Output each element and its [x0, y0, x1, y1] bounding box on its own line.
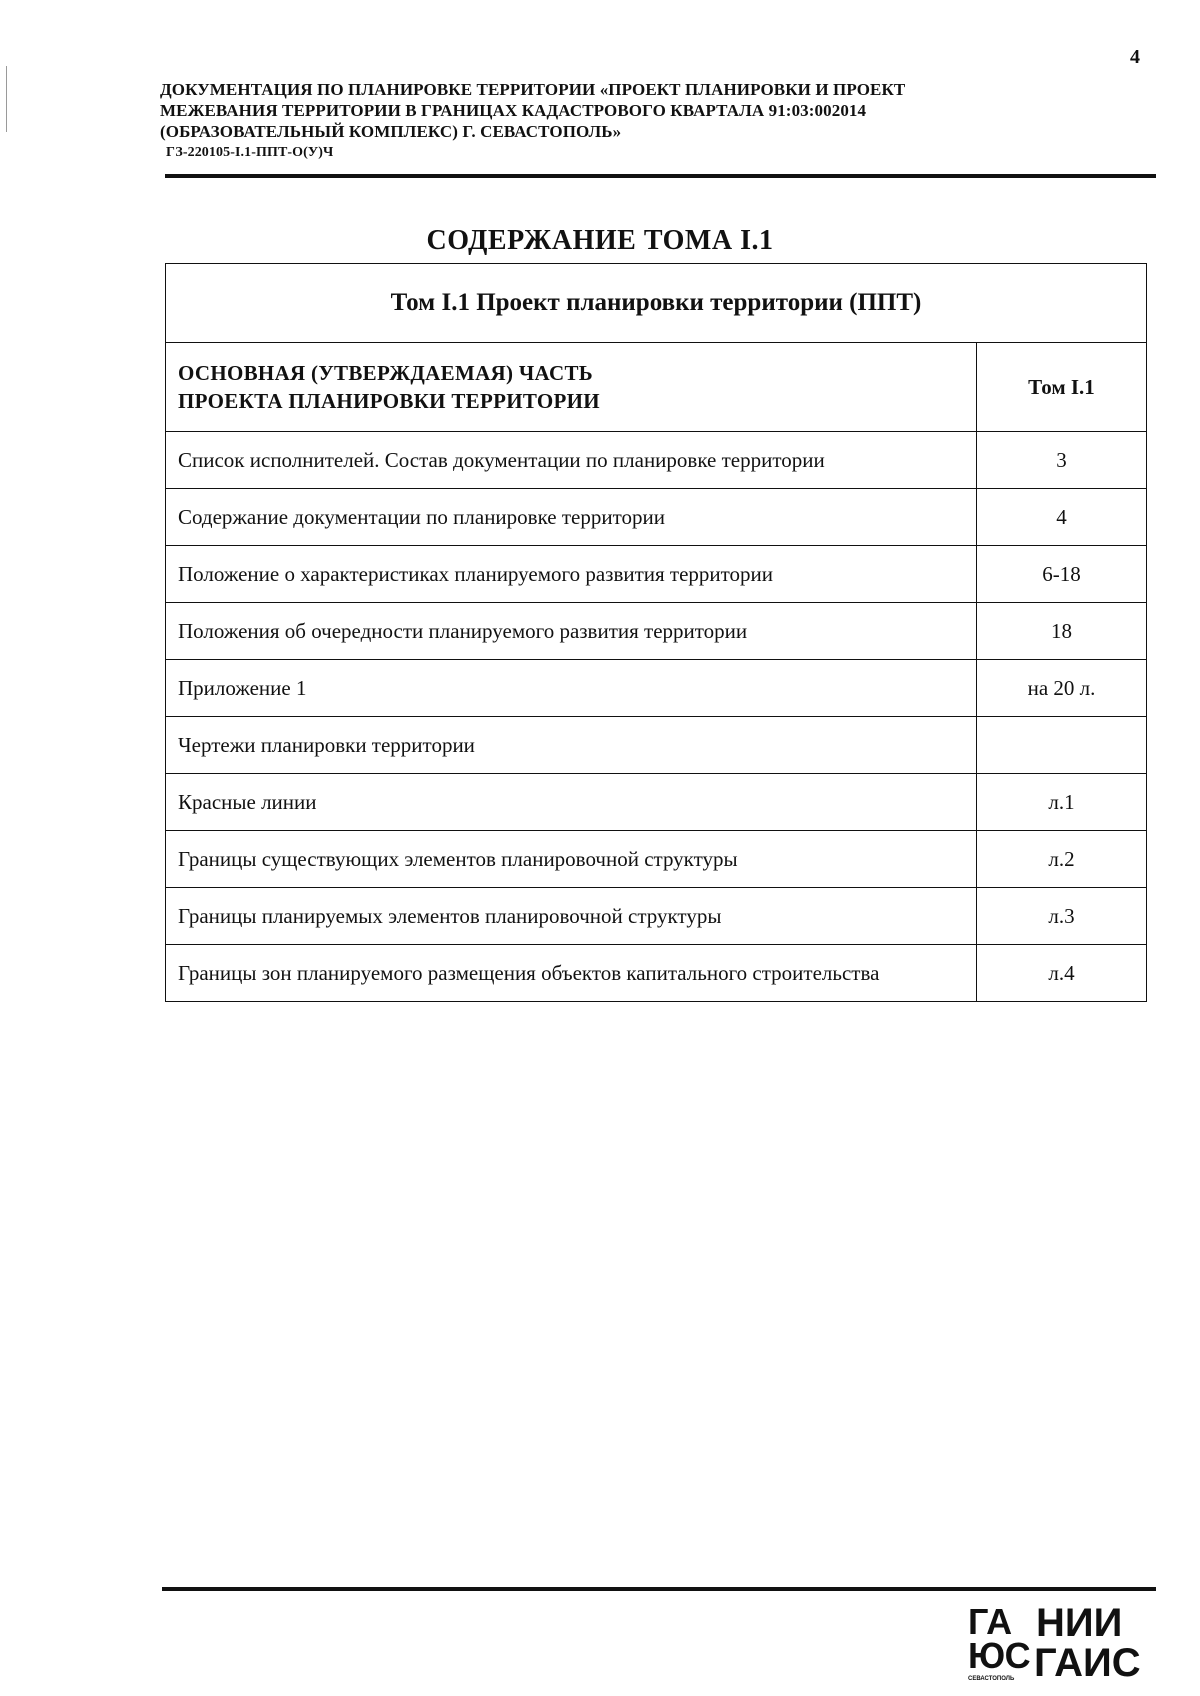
row-page: л.2	[977, 831, 1147, 888]
table-row	[166, 660, 1147, 717]
part-label	[166, 343, 977, 432]
row-page: на 20 л.	[977, 660, 1147, 717]
logo-emblem-top: ГА	[968, 1601, 1013, 1642]
contents-table	[165, 263, 1147, 1002]
nii-gais-logo	[968, 1600, 1148, 1682]
row-title: Границы планируемых элементов планировочной структуры	[166, 888, 977, 945]
table-row	[166, 489, 1147, 546]
table-row	[166, 945, 1147, 1002]
document-header	[160, 79, 1060, 163]
table-row	[166, 717, 1147, 774]
logo-text-gais: ГАИС	[1034, 1641, 1141, 1682]
logo-caption: СЕВАСТОПОЛЬ	[968, 1676, 1015, 1682]
row-title: Положения об очередности планируемого развития территории	[166, 603, 977, 660]
row-page: 4	[977, 489, 1147, 546]
header-line-1: ДОКУМЕНТАЦИЯ ПО ПЛАНИРОВКЕ ТЕРРИТОРИИ «ПРОЕКТ ПЛАНИРОВКИ И ПРОЕКТ	[160, 80, 906, 99]
header-divider	[165, 174, 1156, 178]
row-title: Приложение 1	[166, 660, 977, 717]
row-title: Границы существующих элементов планировочной структуры	[166, 831, 977, 888]
row-title: Содержание документации по планировке территории	[166, 489, 977, 546]
section-title: СОДЕРЖАНИЕ ТОМА I.1	[426, 225, 774, 256]
volume-title: Том I.1 Проект планировки территории (ППТ)	[166, 264, 1147, 343]
row-page: л.3	[977, 888, 1147, 945]
table-row	[166, 888, 1147, 945]
footer-divider	[162, 1587, 1156, 1591]
logo-emblem-bottom: ЮС	[968, 1635, 1031, 1676]
table-row	[166, 546, 1147, 603]
row-title: Чертежи планировки территории	[166, 717, 977, 774]
part-label-line-1: ОСНОВНАЯ (УТВЕРЖДАЕМАЯ) ЧАСТЬ	[178, 361, 593, 385]
table-row	[166, 432, 1147, 489]
row-page: л.1	[977, 774, 1147, 831]
logo-emblem	[968, 1601, 1031, 1682]
part-label-line-2: ПРОЕКТА ПЛАНИРОВКИ ТЕРРИТОРИИ	[178, 389, 600, 413]
page-number: 4	[1130, 46, 1140, 68]
row-title: Границы зон планируемого размещения объектов капитального строительства	[166, 945, 977, 1002]
table-row	[166, 603, 1147, 660]
document-code: ГЗ-220105-І.1-ППТ-О(У)Ч	[166, 145, 334, 160]
header-line-2: МЕЖЕВАНИЯ ТЕРРИТОРИИ В ГРАНИЦАХ КАДАСТРОВОГО КВАРТАЛА 91:03:002014	[160, 101, 867, 120]
part-volume: Том I.1	[977, 343, 1147, 432]
row-page: 6-18	[977, 546, 1147, 603]
row-title: Список исполнителей. Состав документации по планировке территории	[166, 432, 977, 489]
scan-edge-mark	[6, 66, 7, 132]
volume-title-row	[166, 264, 1147, 343]
row-page	[977, 717, 1147, 774]
row-page: 18	[977, 603, 1147, 660]
row-title: Положение о характеристиках планируемого развития территории	[166, 546, 977, 603]
logo-text-nii: НИИ	[1036, 1601, 1123, 1645]
row-page: 3	[977, 432, 1147, 489]
header-line-3: (ОБРАЗОВАТЕЛЬНЫЙ КОМПЛЕКС) Г. СЕВАСТОПОЛЬ»	[160, 122, 622, 141]
row-title: Красные линии	[166, 774, 977, 831]
part-row	[166, 343, 1147, 432]
row-page: л.4	[977, 945, 1147, 1002]
table-row	[166, 774, 1147, 831]
table-row	[166, 831, 1147, 888]
